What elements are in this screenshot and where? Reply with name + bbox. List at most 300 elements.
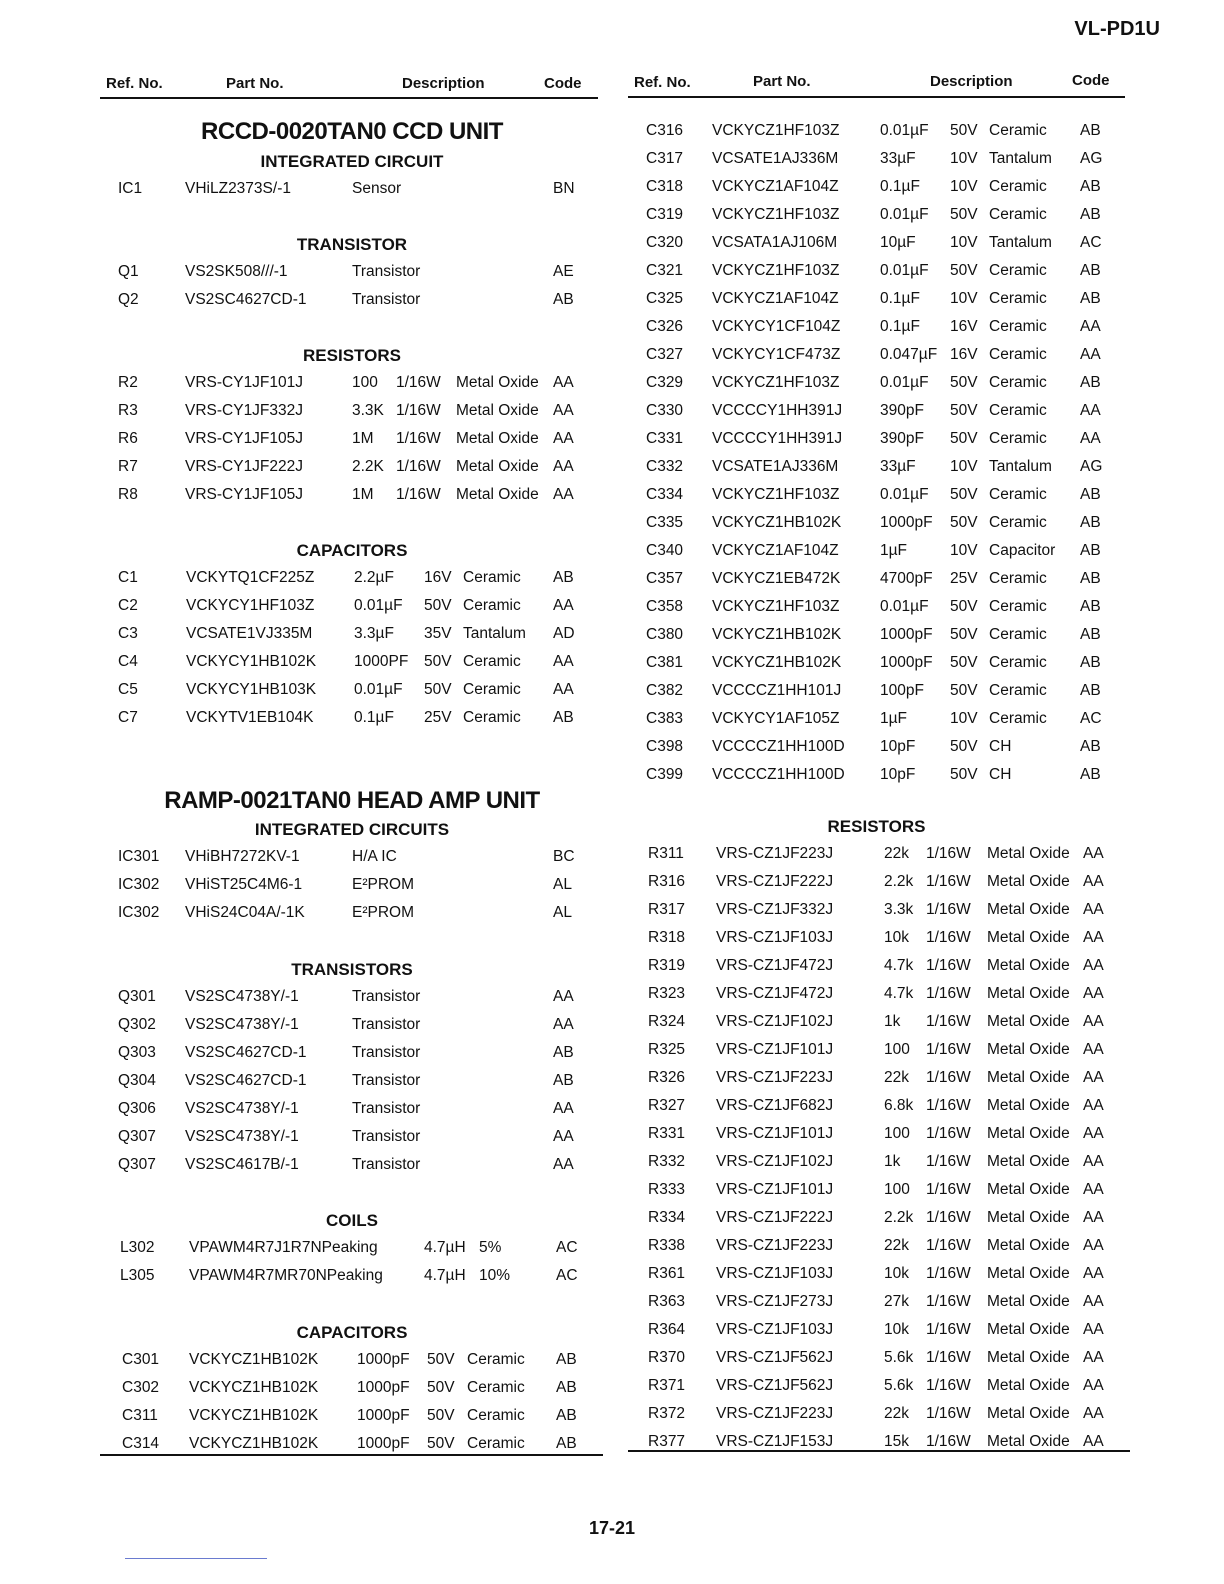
rating: 1/16W <box>926 1265 971 1282</box>
type: Ceramic <box>989 290 1047 307</box>
part-no: VCKYTV1EB104K <box>186 709 314 726</box>
code: AA <box>1083 1041 1104 1058</box>
type: Metal Oxide <box>987 1069 1070 1086</box>
value: 4.7µH <box>424 1239 466 1256</box>
code: AB <box>1080 290 1101 307</box>
code: AA <box>1083 1125 1104 1142</box>
code: AA <box>1080 402 1101 419</box>
value: 0.01µF <box>354 597 403 614</box>
code: AB <box>556 1407 577 1424</box>
part-no: VRS-CZ1JF223J <box>716 1237 834 1254</box>
ref-no: IC302 <box>118 876 160 893</box>
link-underline <box>125 1558 267 1559</box>
code: AC <box>1080 710 1102 727</box>
ref-no: C357 <box>646 570 684 587</box>
section-heading: CAPACITORS <box>296 541 408 560</box>
rating: 50V <box>950 402 978 419</box>
rating: 50V <box>950 430 978 447</box>
type: Ceramic <box>989 346 1047 363</box>
code: AB <box>553 709 574 726</box>
rating: 35V <box>424 625 452 642</box>
rating: 1/16W <box>926 901 971 918</box>
rating: 25V <box>950 570 978 587</box>
type: Ceramic <box>989 206 1047 223</box>
rating: 10V <box>950 290 978 307</box>
ref-no: C332 <box>646 458 684 475</box>
code: AA <box>1083 1153 1104 1170</box>
value: 1000pF <box>880 514 933 531</box>
type: Metal Oxide <box>987 1209 1070 1226</box>
value: 33µF <box>880 150 916 167</box>
part-no: VHiS24C04A/-1K <box>185 904 305 921</box>
type: Metal Oxide <box>456 430 539 447</box>
type: Ceramic <box>463 709 521 726</box>
code: AA <box>1083 1405 1104 1422</box>
rating: 1/16W <box>926 985 971 1002</box>
type: Ceramic <box>989 654 1047 671</box>
value: 3.3K <box>352 402 384 419</box>
type: Ceramic <box>989 262 1047 279</box>
value: 0.1µF <box>880 178 920 195</box>
rating: 50V <box>950 262 978 279</box>
ref-no: Q1 <box>118 263 139 280</box>
part-no: VCKYCZ1HB102K <box>189 1435 319 1452</box>
rating: 50V <box>950 122 978 139</box>
header-code-right: Code <box>1072 72 1110 89</box>
ref-no: C383 <box>646 710 684 727</box>
ref-no: R311 <box>648 845 684 862</box>
part-no: VRS-CY1JF101J <box>185 374 304 391</box>
ref-no: Q302 <box>118 1016 156 1033</box>
value: 0.01µF <box>880 598 929 615</box>
type: Ceramic <box>463 569 521 586</box>
code: BC <box>553 848 575 865</box>
ref-no: C329 <box>646 374 684 391</box>
ref-no: R332 <box>648 1153 686 1170</box>
part-no: VCSATA1AJ106M <box>712 234 838 251</box>
code: AA <box>553 681 574 698</box>
part-no: VCKYCZ1HF103Z <box>712 122 840 139</box>
ref-no: R8 <box>118 486 138 503</box>
description: Transistor <box>352 988 421 1005</box>
ref-no: C317 <box>646 150 684 167</box>
ref-no: C382 <box>646 682 684 699</box>
rating: 10% <box>479 1267 511 1284</box>
part-no: VS2SC4627CD-1 <box>185 291 307 308</box>
part-no: VRS-CZ1JF472J <box>716 957 834 974</box>
rating: 25V <box>424 709 452 726</box>
code: AA <box>553 1128 574 1145</box>
value: 0.01µF <box>880 206 929 223</box>
rating: 50V <box>427 1435 455 1452</box>
value: 1µF <box>880 542 908 559</box>
part-no: VCKYCZ1HF103Z <box>712 374 840 391</box>
value: 4.7k <box>884 957 914 974</box>
rating: 1/16W <box>926 873 971 890</box>
ref-no: C381 <box>646 654 684 671</box>
rating: 5% <box>479 1239 502 1256</box>
part-no: VCCCCZ1HH100D <box>712 766 845 783</box>
code: AG <box>1080 458 1103 475</box>
value: 0.1µF <box>354 709 394 726</box>
rating: 10V <box>950 234 978 251</box>
value: 100pF <box>880 682 924 699</box>
section-heading: TRANSISTORS <box>291 960 413 979</box>
rating: 1/16W <box>926 1433 971 1450</box>
type: Ceramic <box>989 626 1047 643</box>
part-no: VRS-CZ1JF682J <box>716 1097 834 1114</box>
type: Metal Oxide <box>987 845 1070 862</box>
type: Tantalum <box>989 234 1052 251</box>
description: Transistor <box>352 1128 421 1145</box>
part-no: VCKYCZ1HB102K <box>189 1379 319 1396</box>
rating: 50V <box>950 654 978 671</box>
code: AB <box>1080 122 1101 139</box>
type: Ceramic <box>467 1407 525 1424</box>
code: AA <box>553 374 574 391</box>
ref-no: C5 <box>118 681 138 698</box>
value: 390pF <box>880 430 924 447</box>
value: 1000pF <box>357 1407 410 1424</box>
part-no: VRS-CZ1JF153J <box>716 1433 834 1450</box>
type: Metal Oxide <box>987 957 1070 974</box>
rating: 1/16W <box>396 374 441 391</box>
ref-no: IC301 <box>118 848 160 865</box>
rating: 50V <box>427 1351 455 1368</box>
type: Metal Oxide <box>987 1153 1070 1170</box>
ref-no: R377 <box>648 1433 686 1450</box>
page-number: 17-21 <box>588 1518 636 1538</box>
value: 4700pF <box>880 570 933 587</box>
value: 4.7µH <box>424 1267 466 1284</box>
type: Metal Oxide <box>987 1181 1070 1198</box>
part-no: VS2SC4627CD-1 <box>185 1072 307 1089</box>
ref-no: C334 <box>646 486 684 503</box>
code: AB <box>1080 598 1101 615</box>
section-heading: RESISTORS <box>303 346 401 365</box>
code: BN <box>553 180 575 197</box>
ref-no: R319 <box>648 957 686 974</box>
ref-no: C399 <box>646 766 684 783</box>
ref-no: R326 <box>648 1069 686 1086</box>
description: Transistor <box>352 1100 421 1117</box>
part-no: VRS-CZ1JF273J <box>716 1293 834 1310</box>
ref-no: R331 <box>648 1125 686 1142</box>
description: Sensor <box>352 180 402 197</box>
rating: 1/16W <box>926 1041 971 1058</box>
value: 2.2k <box>884 873 914 890</box>
code: AB <box>1080 626 1101 643</box>
code: AA <box>553 988 574 1005</box>
type: Ceramic <box>989 570 1047 587</box>
code: AB <box>1080 178 1101 195</box>
value: 0.01µF <box>354 681 403 698</box>
code: AB <box>556 1351 577 1368</box>
ref-no: C325 <box>646 290 684 307</box>
model-number: VL-PD1U <box>1074 18 1160 40</box>
rating: 1/16W <box>926 957 971 974</box>
part-no: VCKYCY1HF103Z <box>186 597 315 614</box>
ref-no: C340 <box>646 542 684 559</box>
rating: 10V <box>950 178 978 195</box>
header-ref-no: Ref. No. <box>106 75 163 92</box>
description: E²PROM <box>352 904 414 921</box>
value: 100 <box>352 374 378 391</box>
footer-rule-right <box>628 1450 1130 1452</box>
type: Metal Oxide <box>456 374 539 391</box>
part-no: VCCCCY1HH391J <box>712 430 843 447</box>
ref-no: C7 <box>118 709 138 726</box>
type: Ceramic <box>467 1435 525 1452</box>
part-no: VS2SC4738Y/-1 <box>185 1100 299 1117</box>
section-heading: CAPACITORS <box>296 1323 408 1342</box>
part-no: VCKYCZ1HB102K <box>712 514 842 531</box>
rating: 1/16W <box>926 1097 971 1114</box>
type: Tantalum <box>989 458 1052 475</box>
ref-no: Q306 <box>118 1100 156 1117</box>
value: 10k <box>884 1265 909 1282</box>
unit-title: RAMP-0021TAN0 HEAD AMP UNIT <box>164 787 540 814</box>
rating: 1/16W <box>926 1349 971 1366</box>
part-no: VCKYCY1AF105Z <box>712 710 840 727</box>
ref-no: R2 <box>118 374 138 391</box>
part-no: VCKYCZ1AF104Z <box>712 290 839 307</box>
value: 15k <box>884 1433 909 1450</box>
rating: 10V <box>950 542 978 559</box>
rating: 10V <box>950 710 978 727</box>
rating: 16V <box>424 569 452 586</box>
type: CH <box>989 766 1012 783</box>
ref-no: Q303 <box>118 1044 156 1061</box>
rating: 50V <box>950 682 978 699</box>
type: Ceramic <box>989 486 1047 503</box>
value: 100 <box>884 1181 910 1198</box>
ref-no: C3 <box>118 625 138 642</box>
ref-no: C318 <box>646 178 684 195</box>
code: AB <box>553 1044 574 1061</box>
code: AA <box>1083 1209 1104 1226</box>
code: AB <box>1080 738 1101 755</box>
value: 27k <box>884 1293 909 1310</box>
part-no: VCKYCY1CF104Z <box>712 318 841 335</box>
rating: 50V <box>950 738 978 755</box>
part-no: VRS-CZ1JF101J <box>716 1041 834 1058</box>
type: Capacitor <box>989 542 1056 559</box>
code: AA <box>1083 985 1104 1002</box>
ref-no: IC302 <box>118 904 160 921</box>
part-no: VPAWM4R7MR70NPeaking <box>189 1267 383 1284</box>
ref-no: R323 <box>648 985 686 1002</box>
part-no: VRS-CZ1JF101J <box>716 1125 834 1142</box>
ref-no: C398 <box>646 738 684 755</box>
type: Metal Oxide <box>987 1293 1070 1310</box>
ref-no: L305 <box>120 1267 155 1284</box>
value: 0.01µF <box>880 122 929 139</box>
value: 4.7k <box>884 985 914 1002</box>
code: AB <box>1080 486 1101 503</box>
code: AB <box>556 1435 577 1452</box>
type: Metal Oxide <box>987 1321 1070 1338</box>
type: Metal Oxide <box>987 1405 1070 1422</box>
rating: 1/16W <box>926 1153 971 1170</box>
rating: 1/16W <box>926 1405 971 1422</box>
rating: 1/16W <box>926 1209 971 1226</box>
header-rule-left <box>100 97 598 99</box>
ref-no: R317 <box>648 901 686 918</box>
value: 1000pF <box>357 1435 410 1452</box>
part-no: VRS-CY1JF332J <box>185 402 304 419</box>
code: AA <box>1083 845 1104 862</box>
part-no: VHiBH7272KV-1 <box>185 848 300 865</box>
description: Transistor <box>352 1156 421 1173</box>
part-no: VCKYCZ1HB102K <box>189 1351 319 1368</box>
value: 2.2k <box>884 1209 914 1226</box>
ref-no: R333 <box>648 1181 686 1198</box>
type: Ceramic <box>989 122 1047 139</box>
ref-no: C326 <box>646 318 684 335</box>
type: Ceramic <box>989 318 1047 335</box>
description: Transistor <box>352 263 421 280</box>
type: Tantalum <box>989 150 1052 167</box>
ref-no: Q2 <box>118 291 139 308</box>
rating: 1/16W <box>396 486 441 503</box>
part-no: VCSATE1AJ336M <box>712 458 839 475</box>
section-heading: RESISTORS <box>827 817 926 836</box>
code: AA <box>1083 1377 1104 1394</box>
code: AA <box>1083 1349 1104 1366</box>
rating: 1/16W <box>926 1237 971 1254</box>
part-no: VHiST25C4M6-1 <box>185 876 303 893</box>
part-no: VPAWM4R7J1R7NPeaking <box>189 1239 378 1256</box>
ref-no: C2 <box>118 597 138 614</box>
value: 22k <box>884 1069 909 1086</box>
value: 1M <box>352 486 374 503</box>
type: Metal Oxide <box>987 1349 1070 1366</box>
code: AB <box>1080 766 1101 783</box>
section-heading: COILS <box>326 1211 378 1230</box>
header-part-no: Part No. <box>226 75 284 92</box>
ref-no: R338 <box>648 1237 686 1254</box>
value: 0.01µF <box>880 486 929 503</box>
ref-no: R316 <box>648 873 686 890</box>
part-no: VRS-CZ1JF223J <box>716 1405 834 1422</box>
rating: 1/16W <box>926 1293 971 1310</box>
part-no: VRS-CY1JF222J <box>185 458 304 475</box>
code: AA <box>553 486 574 503</box>
description: Transistor <box>352 1072 421 1089</box>
type: CH <box>989 738 1012 755</box>
type: Ceramic <box>463 681 521 698</box>
description: Transistor <box>352 291 421 308</box>
part-no: VRS-CZ1JF223J <box>716 1069 834 1086</box>
ref-no: R370 <box>648 1349 686 1366</box>
part-no: VCKYCZ1HF103Z <box>712 486 840 503</box>
ref-no: C380 <box>646 626 684 643</box>
part-no: VCSATE1VJ335M <box>186 625 313 642</box>
rating: 16V <box>950 318 978 335</box>
code: AA <box>1083 957 1104 974</box>
ref-no: R3 <box>118 402 138 419</box>
code: AB <box>1080 654 1101 671</box>
code: AA <box>1083 1069 1104 1086</box>
type: Ceramic <box>989 430 1047 447</box>
part-no: VRS-CZ1JF223J <box>716 845 834 862</box>
value: 1µF <box>880 710 908 727</box>
ref-no: IC1 <box>118 180 143 197</box>
rating: 50V <box>424 681 452 698</box>
rating: 50V <box>950 514 978 531</box>
part-no: VRS-CZ1JF222J <box>716 1209 834 1226</box>
ref-no: C4 <box>118 653 138 670</box>
rating: 10V <box>950 458 978 475</box>
code: AC <box>556 1239 578 1256</box>
value: 1000pF <box>357 1351 410 1368</box>
rating: 10V <box>950 150 978 167</box>
part-no: VCKYCZ1HF103Z <box>712 262 840 279</box>
value: 1M <box>352 430 374 447</box>
ref-no: C311 <box>122 1407 158 1424</box>
rating: 50V <box>950 766 978 783</box>
part-no: VRS-CZ1JF562J <box>716 1377 834 1394</box>
code: AA <box>1083 1181 1104 1198</box>
value: 10k <box>884 929 909 946</box>
part-no: VRS-CY1JF105J <box>185 430 304 447</box>
ref-no: R363 <box>648 1293 686 1310</box>
code: AA <box>1083 1265 1104 1282</box>
part-no: VCKYCZ1HB102K <box>189 1407 319 1424</box>
code: AA <box>553 1016 574 1033</box>
type: Ceramic <box>989 402 1047 419</box>
value: 0.01µF <box>880 374 929 391</box>
part-no: VCKYCZ1AF104Z <box>712 542 839 559</box>
type: Metal Oxide <box>456 458 539 475</box>
rating: 1/16W <box>396 458 441 475</box>
value: 2.2K <box>352 458 384 475</box>
value: 33µF <box>880 458 916 475</box>
part-no: VRS-CZ1JF103J <box>716 1321 834 1338</box>
rating: 1/16W <box>926 929 971 946</box>
header-code: Code <box>544 75 582 92</box>
ref-no: L302 <box>120 1239 155 1256</box>
value: 6.8k <box>884 1097 914 1114</box>
ref-no: C320 <box>646 234 684 251</box>
type: Ceramic <box>989 514 1047 531</box>
code: AA <box>1083 1097 1104 1114</box>
part-no: VRS-CZ1JF102J <box>716 1013 834 1030</box>
rating: 16V <box>950 346 978 363</box>
code: AB <box>1080 682 1101 699</box>
rating: 50V <box>950 598 978 615</box>
part-no: VCKYCY1HB102K <box>186 653 317 670</box>
part-no: VCCCCZ1HH101J <box>712 682 842 699</box>
part-no: VCKYCZ1HB102K <box>712 654 842 671</box>
code: AB <box>1080 206 1101 223</box>
part-no: VHiLZ2373S/-1 <box>185 180 291 197</box>
ref-no: C314 <box>122 1435 160 1452</box>
part-no: VRS-CZ1JF103J <box>716 1265 834 1282</box>
code: AD <box>553 625 575 642</box>
ref-no: Q304 <box>118 1072 156 1089</box>
part-no: VRS-CZ1JF222J <box>716 873 834 890</box>
value: 0.1µF <box>880 318 920 335</box>
type: Ceramic <box>989 598 1047 615</box>
type: Metal Oxide <box>987 1013 1070 1030</box>
part-no: VCKYCZ1EB472K <box>712 570 841 587</box>
rating: 1/16W <box>926 1321 971 1338</box>
rating: 50V <box>950 626 978 643</box>
part-no: VS2SK508///-1 <box>185 263 288 280</box>
part-no: VRS-CZ1JF103J <box>716 929 834 946</box>
